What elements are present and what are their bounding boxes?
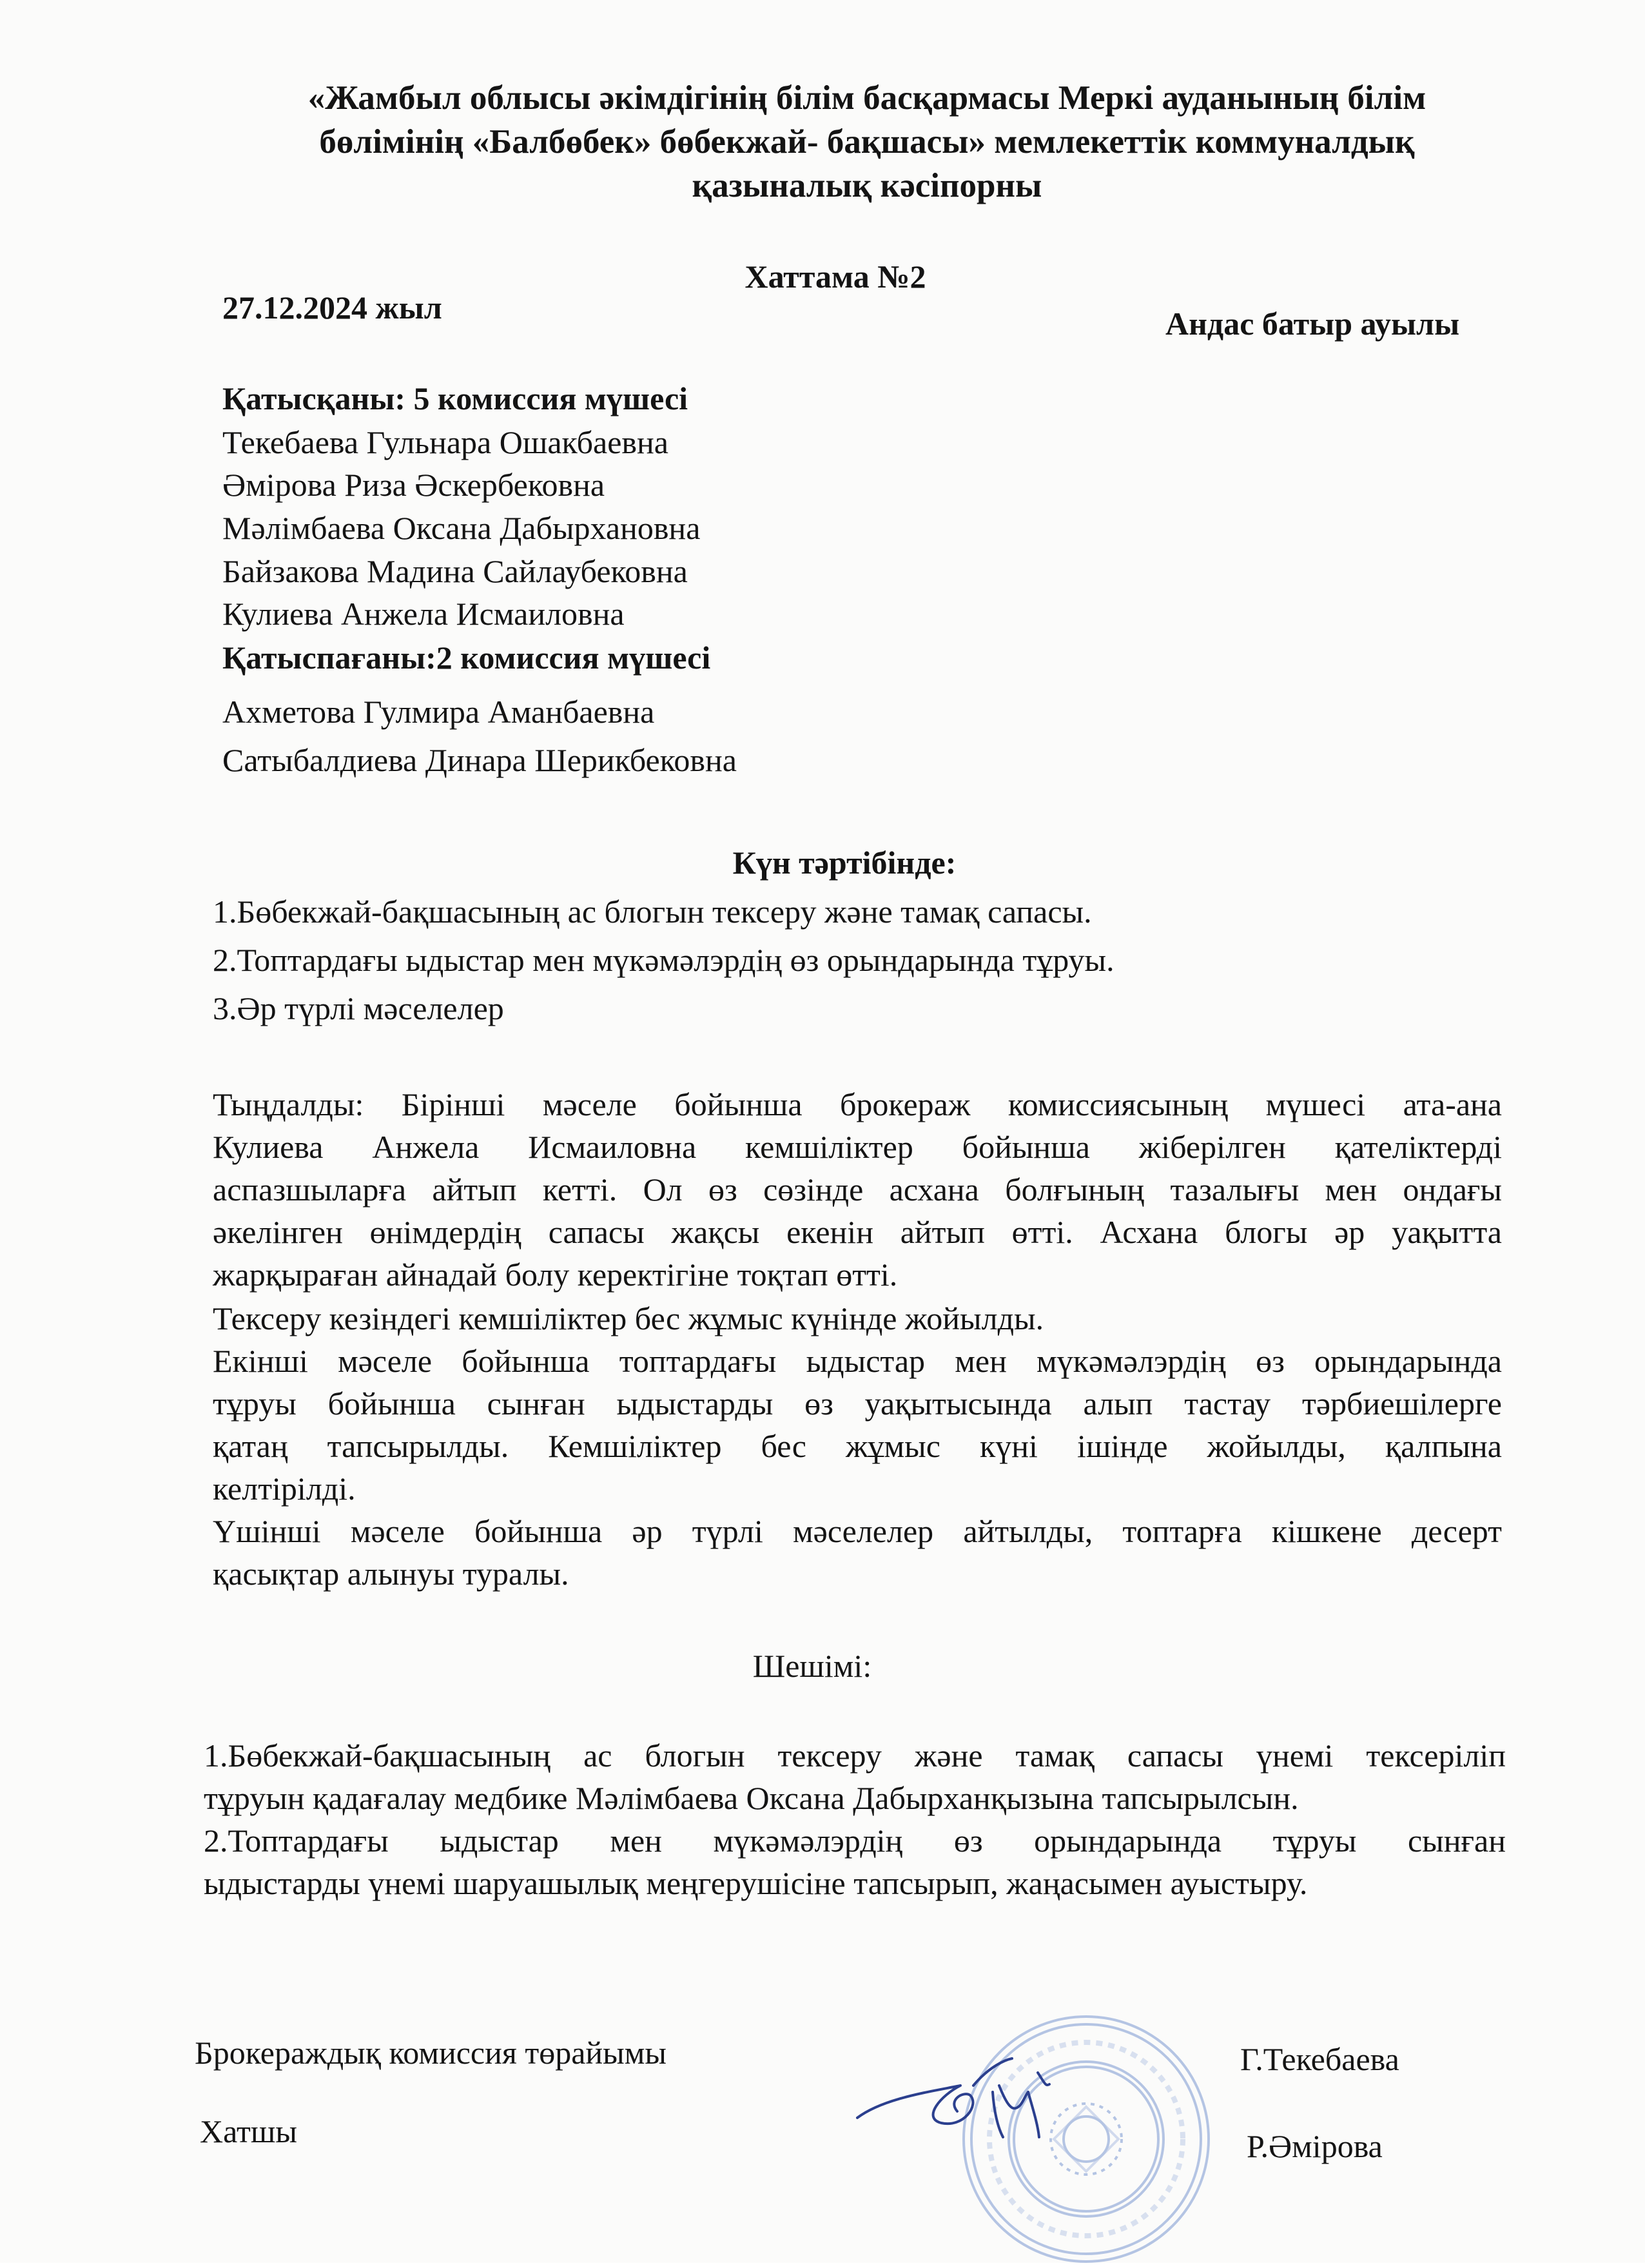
text-line: Кулиева Анжела Исмаиловна кемшіліктер бойынша жіберілген қателіктерді <box>213 1129 1502 1165</box>
chair-name: Г.Текебаева <box>1240 2041 1399 2077</box>
text-line: 2.Топтардағы ыдыстар мен мүкәмәлэрдің өз орындарында тұруы сынған <box>204 1823 1506 1859</box>
text-line: 1.Бөбекжай-бақшасының ас блогын тексеру және тамақ сапасы үнемі тексеріліп <box>204 1737 1506 1774</box>
heard-paragraph-2 <box>213 1297 1502 1340</box>
text-line: Тыңдалды: Бірінші мәселе бойынша брокераж комиссиясының мүшесі ата-ана <box>213 1086 1502 1122</box>
present-member: Кулиева Анжела Исмаиловна <box>222 596 625 632</box>
present-member: Мәлімбаева Оксана Дабырхановна <box>222 510 701 546</box>
text-line: тұруы бойынша сынған ыдыстарды өз уақытысында алып тастау тәрбиешілерге <box>213 1385 1502 1422</box>
header-line-2: бөлімінің «Балбөбек» бөбекжай- бақшасы» мемлекеттік коммуналдық <box>319 123 1415 161</box>
text-line: Екінші мәселе бойынша топтардағы ыдыстар мен мүкәмәлэрдің өз орындарында <box>213 1343 1502 1379</box>
agenda-item: 3.Әр түрлі мәселелер <box>213 990 504 1026</box>
decision-title: Шешімі: <box>752 1648 872 1684</box>
present-label: Қатысқаны: 5 комиссия мүшесі <box>222 380 688 416</box>
text-line: жарқыраған айнадай болу керектігіне тоқтап өтті. <box>213 1256 898 1293</box>
absent-member: Сатыбалдиева Динара Шерикбековна <box>222 742 737 778</box>
decision-item-2 <box>204 1819 1506 1904</box>
text-line: қатаң тапсырылды. Кемшіліктер бес жұмыс күні ішінде жойылды, қалпына <box>213 1428 1502 1464</box>
decision-item-1 <box>204 1734 1506 1819</box>
text-line: ыдыстарды үнемі шаруашылық меңгерушісіне тапсырып, жаңасымен ауыстыру. <box>204 1865 1308 1901</box>
protocol-title: Хаттама №2 <box>745 259 926 295</box>
organization-header <box>213 76 1521 208</box>
agenda-item: 1.Бөбекжай-бақшасының ас блогын тексеру және тамақ сапасы. <box>213 894 1092 930</box>
chair-signature <box>844 2047 1102 2150</box>
present-member: Байзакова Мадина Сайлаубековна <box>222 553 688 589</box>
heard-paragraph-3 <box>213 1340 1502 1510</box>
secretary-name: Р.Әмірова <box>1247 2128 1383 2164</box>
heard-paragraph-1 <box>213 1083 1502 1296</box>
secretary-role: Хатшы <box>200 2113 297 2149</box>
header-line-3: қазыналық кәсіпорны <box>692 167 1042 204</box>
absent-member: Ахметова Гулмира Аманбаевна <box>222 694 655 730</box>
present-member: Әмірова Риза Әскербековна <box>222 467 605 503</box>
chair-role: Брокераждық комиссия төрайымы <box>195 2035 667 2071</box>
agenda-title: Күн тәртібінде: <box>732 845 957 881</box>
text-line: келтірілді. <box>213 1471 356 1507</box>
present-member: Текебаева Гульнара Ошакбаевна <box>222 424 668 460</box>
text-line: қасықтар алынуы туралы. <box>213 1556 569 1592</box>
heard-paragraph-4 <box>213 1510 1502 1595</box>
text-line: аспазшыларға айтып кетті. Ол өз сөзінде асхана болғының тазалығы мен ондағы <box>213 1171 1502 1207</box>
absent-label: Қатыспағаны:2 комиссия мүшесі <box>222 640 711 676</box>
text-line: Үшінші мәселе бойынша әр түрлі мәселелер айтылды, топтарға кішкене десерт <box>213 1513 1502 1549</box>
protocol-place: Андас батыр ауылы <box>1165 306 1460 342</box>
agenda-item: 2.Топтардағы ыдыстар мен мүкәмәлэрдің өз орындарында тұруы. <box>213 942 1115 978</box>
header-line-1: «Жамбыл облысы әкімдігінің білім басқармасы Меркі ауданының білім <box>307 79 1426 117</box>
protocol-date: 27.12.2024 жыл <box>222 289 442 326</box>
text-line: тұруын қадағалау медбике Мәлімбаева Оксана Дабырханқызына тапсырылсын. <box>204 1780 1299 1816</box>
text-line: Тексеру кезіндегі кемшіліктер бес жұмыс күнінде жойылды. <box>213 1300 1044 1336</box>
text-line: әкелінген өнімдердің сапасы жақсы екенін айтып өтті. Асхана блогы әр уақытта <box>213 1214 1502 1250</box>
